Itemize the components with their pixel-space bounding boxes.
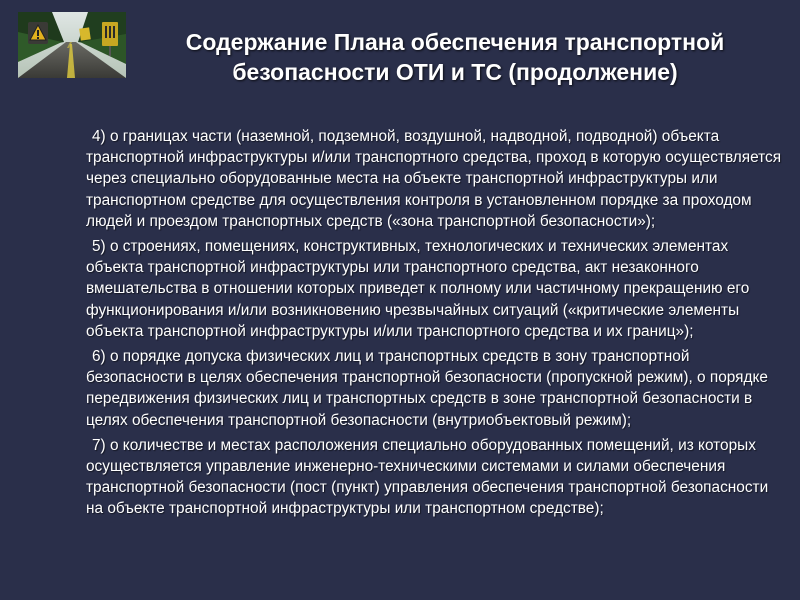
paragraph-item-7: 7) о количестве и местах расположения специально оборудованных помещений, из которых осуществляется управление инженерно-техническими системами и силами обеспечения транспортной безопасности (пост (пункт) управления обеспечения транспортной безопасности на объекте транспортной инфраструктуры или транспортном средстве); xyxy=(86,436,769,518)
road-signs-photo xyxy=(18,12,126,78)
paragraph-item-6: 6) о порядке допуска физических лиц и транспортных средств в зону транспортной безопасности в целях обеспечения транспортной безопасности (пропускной режим), о порядке передвижения физических лиц и транспортных средств в зоне транспортной безопасности в целях обеспечения транспортной безопасности (внутриобъектовый режим); xyxy=(86,348,768,429)
slide-title: Содержание Плана обеспечения транспортной безопасности ОТИ и ТС (продолжение) xyxy=(185,29,725,85)
slide-body xyxy=(86,126,786,524)
paragraph-item-5: 5) о строениях, помещениях, конструктивных, технологических и технических элементах объекта транспортной инфраструктуры или транспортного средства, акт незаконного вмешательства в отношении которых приведет к полному или частичному прекращению его функционирования и/или возникновению чрезвычайных ситуаций («критические элементы объекта транспортной инфраструктуры и/или транспортного средства и их границ»); xyxy=(86,238,750,340)
paragraph-item-4: 4) о границах части (наземной, подземной, воздушной, надводной, подводной) объекта транспортной инфраструктуры и/или транспортного средства, проход в которую осуществляется через специально оборудованные места на объекте транспортной инфраструктуры или транспортном средстве для осуществления контроля в установленном порядке за проходом людей и проездом транспортных средств («зона транспортной безопасности»); xyxy=(86,128,782,230)
